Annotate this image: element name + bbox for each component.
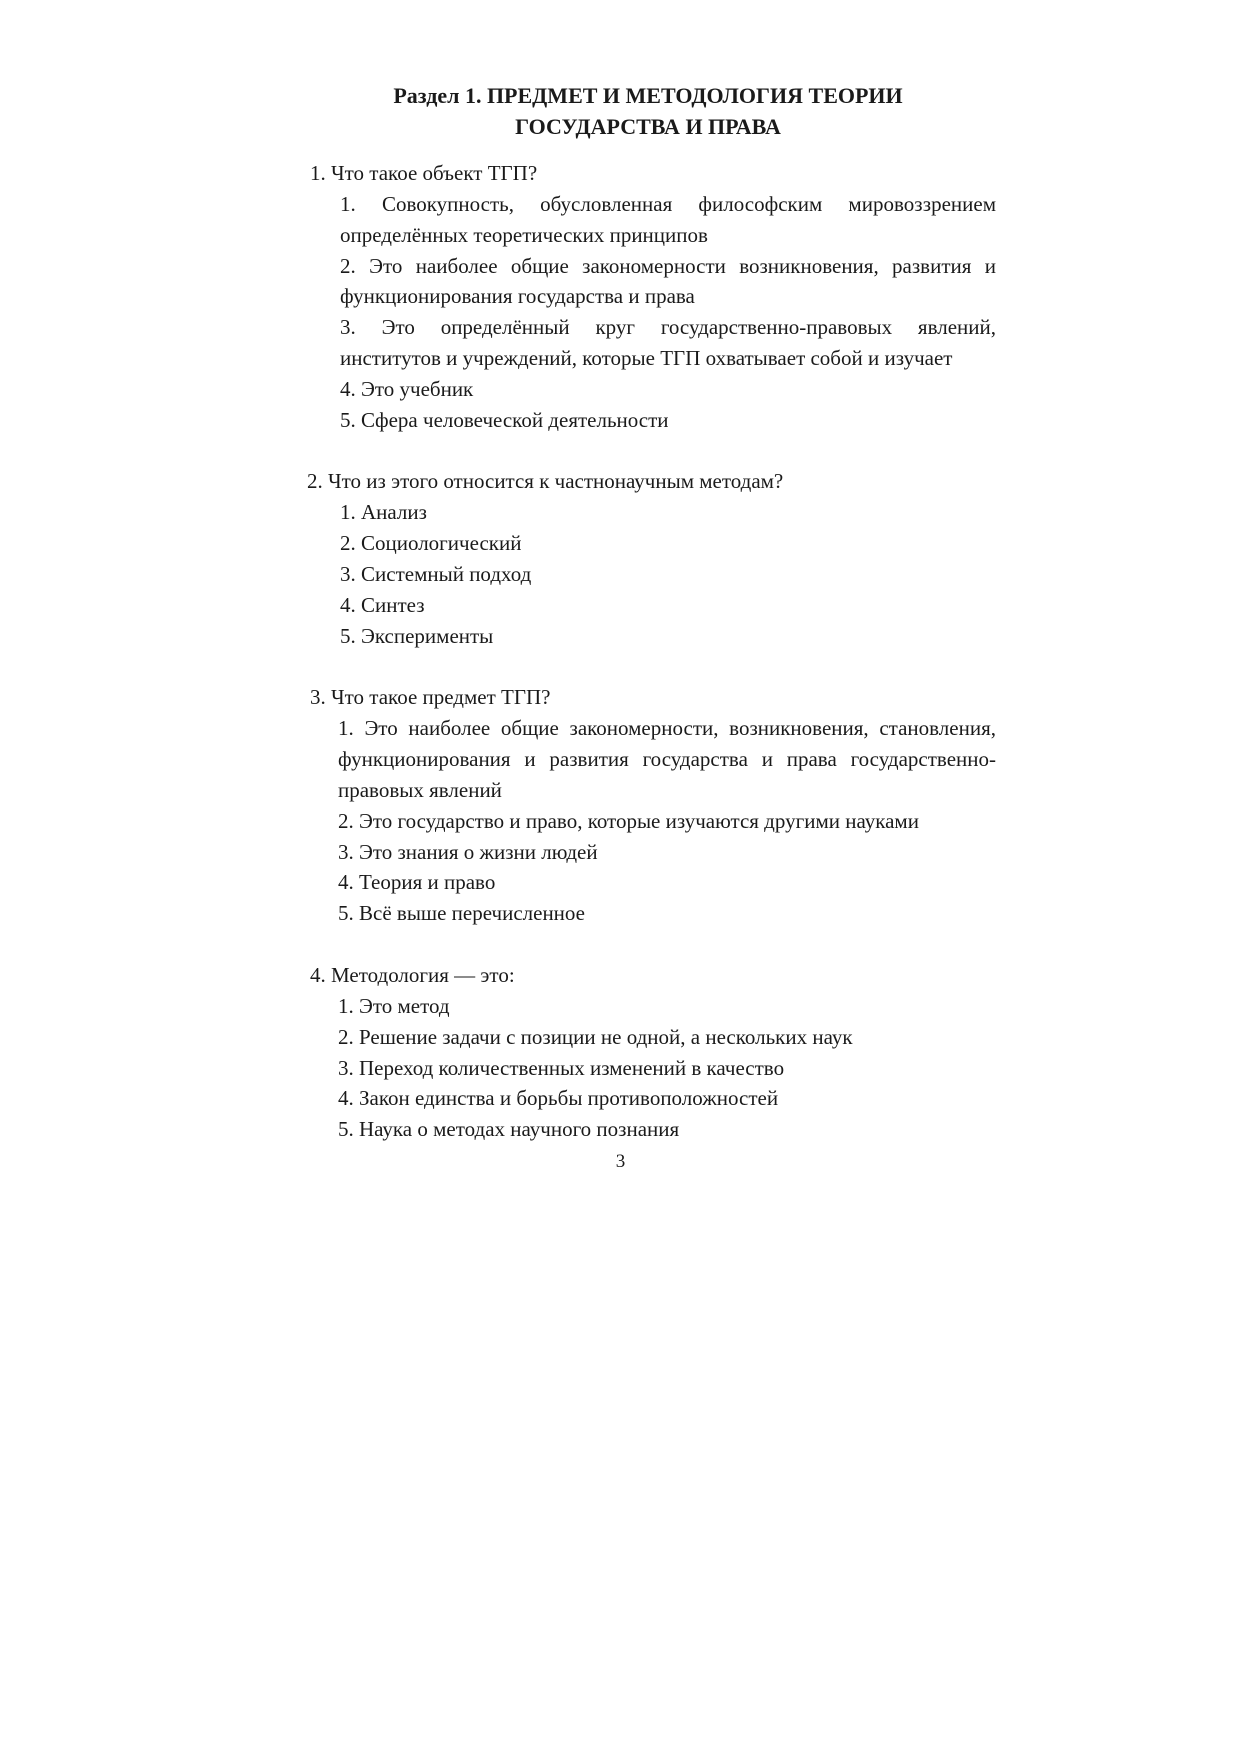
question-number: 2. xyxy=(307,469,323,494)
question-2 xyxy=(307,466,996,651)
question-text xyxy=(307,466,996,497)
answer-option: 2. Это государство и право, которые изучаются другими науками xyxy=(338,808,919,833)
question-label: Что из этого относится к частнонаучным методам? xyxy=(328,469,784,494)
answer-option: 1. Это метод xyxy=(338,993,450,1018)
answer-option: 5. Всё выше перечисленное xyxy=(338,901,585,926)
page-number: 3 xyxy=(615,1151,626,1172)
answer-option: 1. Это наиболее общие закономерности, возникновения, становления, функционирования и развития государства и права государственно-правовых явлений xyxy=(338,716,996,802)
answer-option: 5. Наука о методах научного познания xyxy=(338,1117,680,1142)
answer-list xyxy=(340,497,996,651)
answer-option: 3. Системный подход xyxy=(340,561,532,586)
answer-option: 4. Это учебник xyxy=(340,376,474,401)
section-title xyxy=(310,80,986,142)
answer-option: 2. Решение задачи с позиции не одной, а нескольких наук xyxy=(338,1024,853,1049)
question-number: 4. xyxy=(310,962,326,987)
answer-option: 3. Это определённый круг государственно-правовых явлений, институтов и учреждений, которые ТГП охватывает собой и изучает xyxy=(340,315,996,370)
answer-option: 5. Сфера человеческой деятельности xyxy=(340,407,669,432)
question-list xyxy=(307,158,996,1145)
answer-option: 1. Совокупность, обусловленная философским мировоззрением определённых теоретических принципов xyxy=(340,192,996,247)
answer-option: 3. Переход количественных изменений в качество xyxy=(338,1055,785,1080)
answer-option: 5. Эксперименты xyxy=(340,623,494,648)
question-4 xyxy=(310,960,996,1145)
section-title-line-1: Раздел 1. ПРЕДМЕТ И МЕТОДОЛОГИЯ ТЕОРИИ xyxy=(393,83,903,108)
question-number: 1. xyxy=(310,161,326,185)
question-1 xyxy=(310,158,996,435)
question-number: 3. xyxy=(310,685,326,710)
answer-option: 4. Теория и право xyxy=(338,870,496,895)
answer-list xyxy=(338,713,996,929)
answer-option: 1. Анализ xyxy=(340,500,427,525)
question-3 xyxy=(310,682,996,929)
question-label: Методология — это: xyxy=(331,962,515,987)
answer-list xyxy=(338,991,996,1145)
answer-list xyxy=(340,189,996,435)
answer-option: 3. Это знания о жизни людей xyxy=(338,839,598,864)
question-label: Что такое предмет ТГП? xyxy=(331,685,551,710)
question-text xyxy=(310,158,996,189)
question-text xyxy=(310,682,996,713)
question-label: Что такое объект ТГП? xyxy=(331,161,538,185)
answer-option: 2. Это наиболее общие закономерности возникновения, развития и функционирования государства и права xyxy=(340,253,996,309)
section-title-line-2: ГОСУДАРСТВА И ПРАВА xyxy=(515,114,781,139)
answer-option: 4. Закон единства и борьбы противоположностей xyxy=(338,1086,779,1111)
answer-option: 2. Социологический xyxy=(340,531,522,556)
question-text xyxy=(310,960,996,991)
answer-option: 4. Синтез xyxy=(340,592,425,617)
